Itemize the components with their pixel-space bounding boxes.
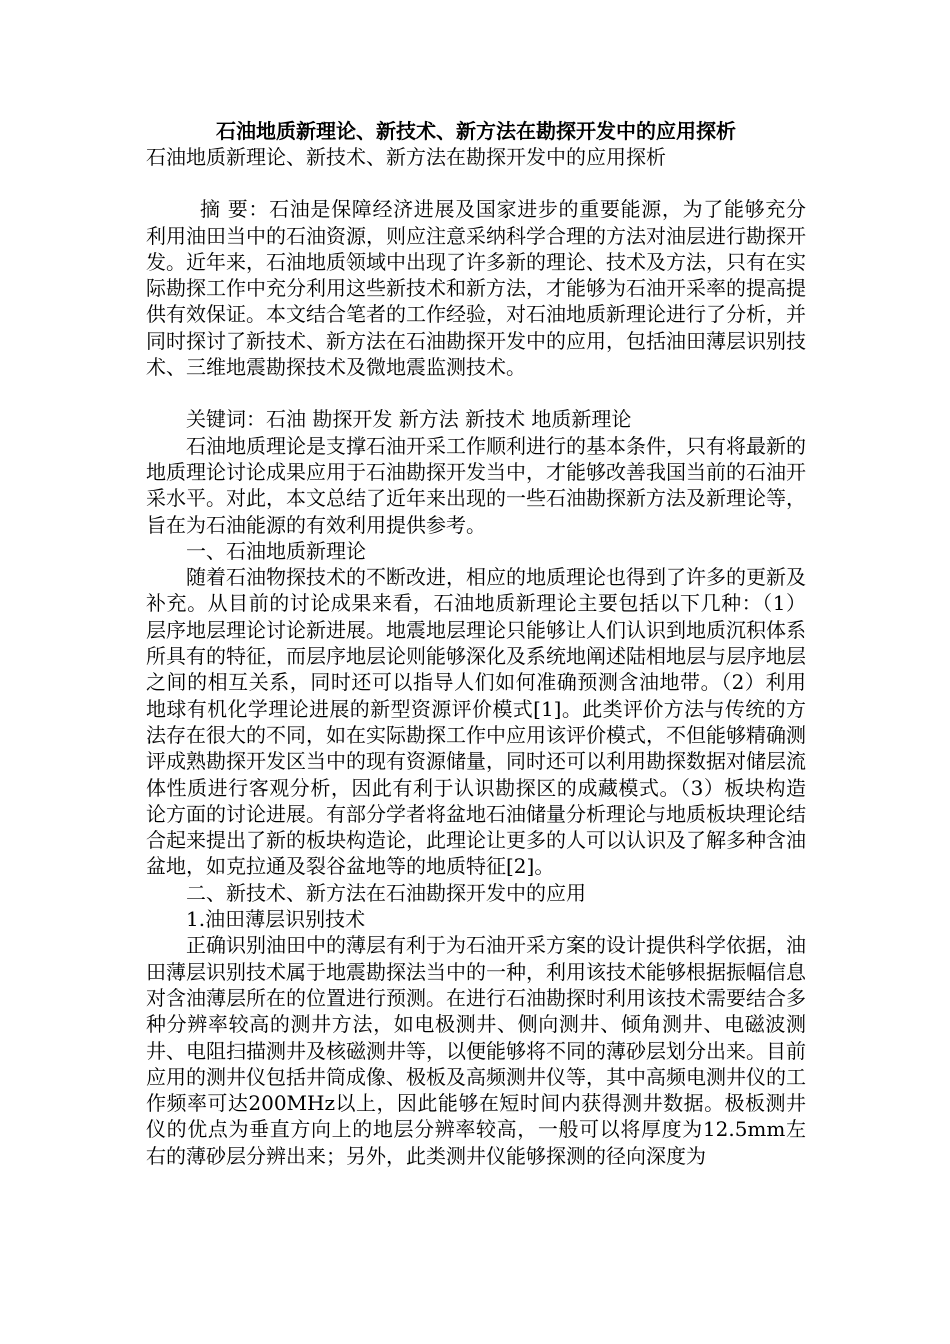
document-subtitle: 石油地质新理论、新技术、新方法在勘探开发中的应用探析	[146, 145, 666, 169]
subsection-heading-1: 1.油田薄层识别技术	[186, 907, 366, 932]
body-paragraph-intro: 石油地质理论是支撑石油开采工作顺利进行的基本条件，只有将最新的地质理论讨论成果应用于石油勘探开发当中，才能够改善我国当前的石油开采水平。对此，本文总结了近年来出现的一些石油勘探新方法及新理论等，旨在为石油能源的有效利用提供参考。	[146, 433, 806, 537]
body-paragraph-thin-layer: 正确识别油田中的薄层有利于为石油开采方案的设计提供科学依据，油田薄层识别技术属于地震勘探法当中的一种，利用该技术能够根据振幅信息对含油薄层所在的位置进行预测。在进行石油勘探时利用该技术需要结合多种分辨率较高的测井方法，如电极测井、侧向测井、倾角测井、电磁波测井、电阻扫描测井及核磁测井等，以便能够将不同的薄砂层划分出来。目前应用的测井仪包括井筒成像、极板及高频测井仪等，其中高频电测井仪的工作频率可达200MHz以上，因此能够在短时间内获得测井数据。极板测井仪的优点为垂直方向上的地层分辨率较高，一般可以将厚度为12.5mm左右的薄砂层分辨出来；另外，此类测井仪能够探测的径向深度为	[146, 933, 806, 1168]
section-heading-2: 二、新技术、新方法在石油勘探开发中的应用	[186, 880, 586, 905]
document-title: 石油地质新理论、新技术、新方法在勘探开发中的应用探析	[216, 119, 736, 143]
keywords-line: 关键词：石油 勘探开发 新方法 新技术 地质新理论	[186, 407, 632, 432]
document-body	[146, 118, 806, 1169]
abstract-paragraph: 摘 要：石油是保障经济进展及国家进步的重要能源，为了能够充分利用油田当中的石油资源，则应注意采纳科学合理的方法对油层进行勘探开发。近年来，石油地质领域中出现了许多新的理论、技术及方法，只有在实际勘探工作中充分利用这些新技术和新方法，才能够为石油开采率的提高提供有效保证。本文结合笔者的工作经验，对石油地质新理论进行了分析，并同时探讨了新技术、新方法在石油勘探开发中的应用，包括油田薄层识别技术、三维地震勘探技术及微地震监测技术。	[146, 197, 806, 380]
body-paragraph-theory: 随着石油物探技术的不断改进，相应的地质理论也得到了许多的更新及补充。从目前的讨论成果来看，石油地质新理论主要包括以下几种：（1）层序地层理论讨论新进展。地震地层理论只能够让人们认识到地质沉积体系所具有的特征，而层序地层论则能够深化及系统地阐述陆相地层与层序地层之间的相互关系，同时还可以指导人们如何准确预测含油地带。（2）利用地球有机化学理论进展的新型资源评价模式[1]。此类评价方法与传统的方法存在很大的不同，如在实际勘探工作中应用该评价模式，不但能够精确测评成熟勘探开发区当中的现有资源储量，同时还可以利用勘探数据对储层流体性质进行客观分析，因此有利于认识勘探区的成藏模式。（3）板块构造论方面的讨论进展。有部分学者将盆地石油储量分析理论与地质板块理论结合起来提出了新的板块构造论，此理论让更多的人可以认识及了解多种含油盆地，如克拉通及裂谷盆地等的地质特征[2]。	[146, 565, 806, 879]
blank-line	[146, 380, 806, 406]
blank-line	[146, 170, 806, 196]
section-heading-1: 一、石油地质新理论	[186, 538, 366, 563]
